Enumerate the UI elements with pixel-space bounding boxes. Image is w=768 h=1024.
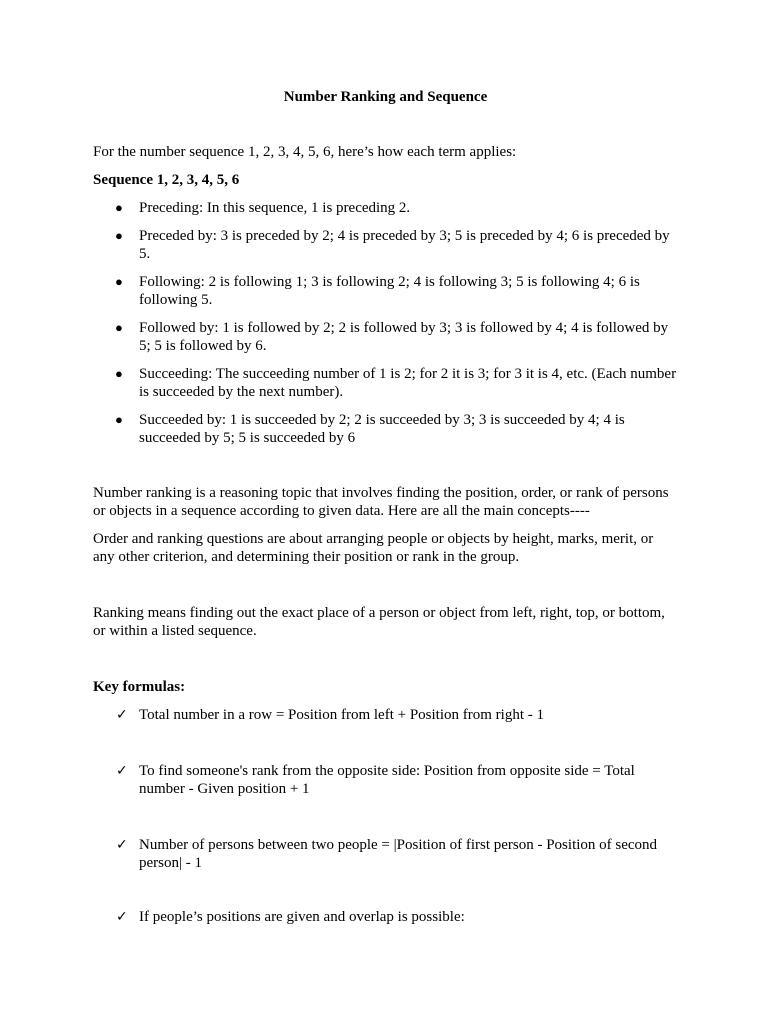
checkmark-icon: ✓ [116,837,128,853]
checkmark-icon: ✓ [116,707,128,723]
formulas-heading: Key formulas: [93,679,186,695]
bullet-icon: ● [115,200,123,215]
checkmark-icon: ✓ [116,763,128,779]
list-item [93,706,678,724]
bullet-icon: ● [115,228,123,243]
list-item [93,411,678,447]
list-item [93,908,678,926]
term-succeeding: Succeeding: The succeeding number of 1 is 2; for 2 it is 3; for 3 it is 4, etc. (Each number is succeeded by the next number). [139,366,677,400]
term-following: Following: 2 is following 1; 3 is following 2; 4 is following 3; 5 is following 4; 6 is following 5. [139,274,640,308]
formula-opposite-side: To find someone's rank from the opposite side: Position from opposite side = Total number - Given position + 1 [139,763,635,797]
bullet-icon: ● [115,274,123,289]
list-item [93,365,678,401]
intro-paragraph: For the number sequence 1, 2, 3, 4, 5, 6, here’s how each term applies: [93,144,517,160]
list-item [93,273,678,309]
list-item [93,227,678,263]
term-preceding: Preceding: In this sequence, 1 is preceding 2. [139,200,411,216]
list-item [93,762,678,798]
term-preceded-by: Preceded by: 3 is preceded by 2; 4 is preceded by 3; 5 is preceded by 4; 6 is preceded by 5. [139,228,670,262]
bullet-icon: ● [115,366,123,381]
formula-overlap: If people’s positions are given and overlap is possible: [139,909,465,925]
terms-list [93,199,678,457]
term-succeeded-by: Succeeded by: 1 is succeeded by 2; 2 is succeeded by 3; 3 is succeeded by 4; 4 is succeeded by 5; 5 is succeeded by 6 [139,412,625,446]
formula-persons-between: Number of persons between two people = |Position of first person - Position of second person| - 1 [139,837,658,871]
formula-total-in-row: Total number in a row = Position from left + Position from right - 1 [139,707,544,723]
order-ranking-paragraph: Order and ranking questions are about arranging people or objects by height, marks, merit, or any other criterion, and determining their position or rank in the group. [93,531,654,565]
list-item [93,836,678,872]
sequence-heading: Sequence 1, 2, 3, 4, 5, 6 [93,172,240,188]
list-item [93,199,678,217]
ranking-intro-paragraph: Number ranking is a reasoning topic that involves finding the position, order, or rank of persons or objects in a sequence according to given data. Here are all the main concepts---- [93,485,669,519]
bullet-icon: ● [115,320,123,335]
term-followed-by: Followed by: 1 is followed by 2; 2 is followed by 3; 3 is followed by 4; 4 is followed by 5; 5 is followed by 6. [139,320,669,354]
page-title: Number Ranking and Sequence [283,89,488,105]
bullet-icon: ● [115,412,123,427]
list-item [93,319,678,355]
ranking-meaning-paragraph: Ranking means finding out the exact place of a person or object from left, right, top, or bottom, or within a listed sequence. [93,605,665,639]
checkmark-icon: ✓ [116,909,128,925]
